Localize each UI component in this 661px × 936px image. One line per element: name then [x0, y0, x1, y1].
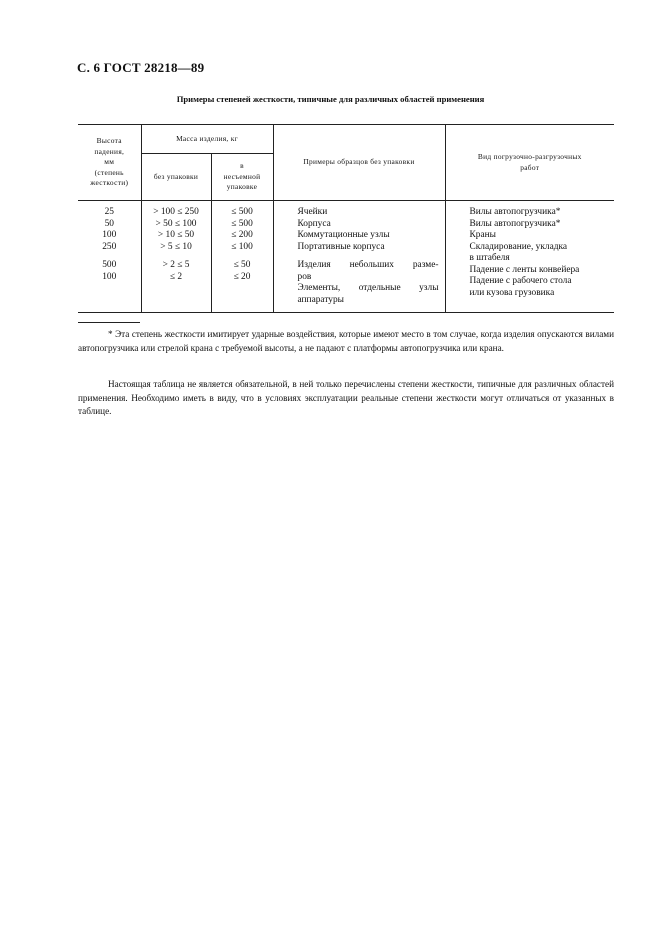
operation-item: Складирование, укладка	[469, 241, 568, 252]
examples-cell	[273, 201, 445, 313]
mass-in-pack-value: ≤ 100	[231, 241, 253, 252]
height-value: 250	[102, 241, 117, 252]
mass-no-pack-value: > 2 ≤ 5	[162, 260, 190, 270]
example-item: Элементы, отдельные узлы	[297, 283, 439, 293]
footnote: * Эта степень жесткости имитирует ударные воздействия, которые имеют место в том случае, когда изделия опускаются вилами автопогрузчика или стрелой крана с требуемой высоты, а не падают с платформы автопогрузчика или крана.	[78, 329, 614, 353]
operation-item: Падение с рабочего стола	[469, 276, 572, 286]
operation-item: Вилы автопогрузчика*	[469, 207, 561, 217]
operation-item: Краны	[469, 230, 496, 240]
mass-no-pack-cell	[141, 201, 211, 313]
mass-in-pack-value: ≤ 50	[233, 260, 251, 270]
table-title: Примеры степеней жесткости, типичные для различных областей применения	[176, 94, 485, 104]
operation-item: в штабеля	[469, 253, 510, 263]
mass-no-pack-value: ≤ 2	[169, 271, 183, 282]
operations-cell	[445, 201, 614, 313]
height-value: 500	[102, 260, 117, 270]
col-header-mass-in-pack: в несъемной упаковке	[211, 154, 273, 201]
example-item: Портативные корпуса	[297, 241, 385, 252]
height-value: 100	[102, 230, 117, 240]
height-value: 25	[104, 207, 114, 217]
page-header: С. 6 ГОСТ 28218—89	[77, 60, 205, 75]
mass-in-pack-value: ≤ 20	[233, 271, 251, 282]
table-note: Настоящая таблица не является обязательной, в ней только перечислены степени жесткости, типичные для различных областей применения. Необходимо иметь в виду, что в условиях эксплуатации реальные степени жесткости могут отличаться от указанных в таблице.	[78, 379, 614, 417]
col-header-mass-no-pack: без упаковки	[141, 154, 211, 201]
col-header-height: Высота падения, мм (степень жесткости)	[78, 125, 141, 201]
example-item: ров	[297, 271, 312, 282]
operation-item: Падение с ленты конвейера	[469, 264, 580, 275]
footnote-divider	[78, 322, 140, 323]
example-item: аппаратуры	[297, 294, 344, 305]
col-header-examples: Примеры образцов без упаковки	[273, 125, 445, 201]
operation-item: Вилы автопогрузчика*	[469, 218, 561, 229]
height-value: 100	[102, 271, 117, 282]
mass-in-pack-value: ≤ 200	[231, 230, 253, 240]
mass-no-pack-value: > 10 ≤ 50	[157, 230, 195, 240]
hardness-table	[78, 124, 614, 313]
operation-item: или кузова грузовика	[469, 287, 555, 298]
mass-in-pack-value: ≤ 500	[231, 207, 253, 217]
mass-in-pack-cell	[211, 201, 273, 313]
mass-in-pack-value: ≤ 500	[231, 218, 253, 229]
height-value: 50	[104, 218, 114, 229]
mass-no-pack-value: > 100 ≤ 250	[153, 207, 199, 217]
example-item: Изделия небольших разме-	[297, 260, 439, 270]
height-cell	[78, 201, 141, 313]
mass-no-pack-value: > 50 ≤ 100	[155, 218, 197, 229]
mass-no-pack-value: > 5 ≤ 10	[160, 241, 192, 252]
col-header-mass-group: Масса изделия, кг	[141, 125, 273, 154]
example-item: Коммутационные узлы	[297, 230, 390, 240]
example-item: Ячейки	[297, 207, 328, 217]
table-body-row	[78, 201, 614, 313]
col-header-operations: Вид погрузочно-разгрузочных работ	[445, 125, 614, 201]
hardness-table-container	[78, 124, 614, 313]
example-item: Корпуса	[297, 218, 331, 229]
